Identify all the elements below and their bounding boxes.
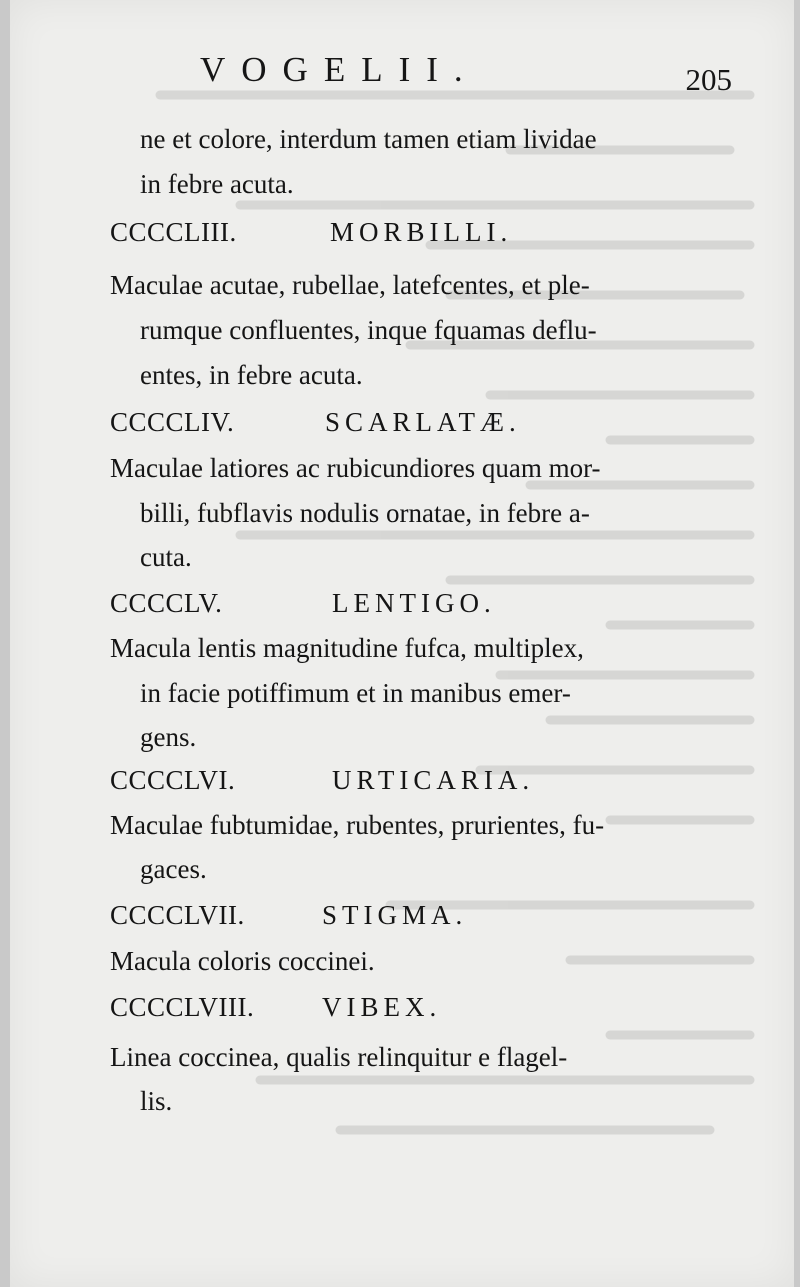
entry-heading: LENTIGO. bbox=[332, 588, 496, 618]
text-line: Macula coloris coccinei. bbox=[110, 946, 375, 976]
entry-number: CCCCLVI. bbox=[110, 765, 236, 795]
text-line: gens. bbox=[140, 722, 197, 752]
entry-number: CCCCLIII. bbox=[110, 217, 237, 247]
text-line: Maculae fubtumidae, rubentes, prurientes, fu- bbox=[110, 810, 605, 840]
entry-heading: VIBEX. bbox=[322, 992, 442, 1022]
text-line: in febre acuta. bbox=[140, 169, 294, 199]
text-line: billi, fubflavis nodulis ornatae, in febre a- bbox=[140, 498, 590, 528]
text-line: lis. bbox=[140, 1086, 173, 1116]
entry-heading: URTICARIA. bbox=[332, 765, 535, 795]
text-line: cuta. bbox=[140, 542, 192, 572]
text-line: Maculae acutae, rubellae, latefcentes, et ple- bbox=[110, 270, 590, 300]
text-line: Linea coccinea, qualis relinquitur e flagel- bbox=[110, 1042, 568, 1072]
entry-number: CCCCLVIII. bbox=[110, 992, 255, 1022]
text-line: entes, in febre acuta. bbox=[140, 360, 363, 390]
entry-number: CCCCLVII. bbox=[110, 900, 245, 930]
page-header bbox=[10, 50, 794, 100]
running-title: VOGELII. bbox=[200, 50, 479, 89]
text-line: Maculae latiores ac rubicundiores quam mor- bbox=[110, 453, 601, 483]
entry-heading: SCARLATÆ. bbox=[325, 407, 521, 437]
text-line: gaces. bbox=[140, 854, 207, 884]
text-line: ne et colore, interdum tamen etiam lividae bbox=[140, 124, 597, 154]
text-line: Macula lentis magnitudine fufca, multiplex, bbox=[110, 633, 584, 663]
text-line: rumque confluentes, inque fquamas deflu- bbox=[140, 315, 597, 345]
text-line: in facie potiffimum et in manibus emer- bbox=[140, 678, 571, 708]
entry-number: CCCCLIV. bbox=[110, 407, 235, 437]
entry-heading: STIGMA. bbox=[322, 900, 468, 930]
page-number: 205 bbox=[685, 62, 732, 97]
book-page bbox=[10, 0, 794, 1287]
entry-number: CCCCLV. bbox=[110, 588, 223, 618]
entry-heading: MORBILLI. bbox=[330, 217, 513, 247]
